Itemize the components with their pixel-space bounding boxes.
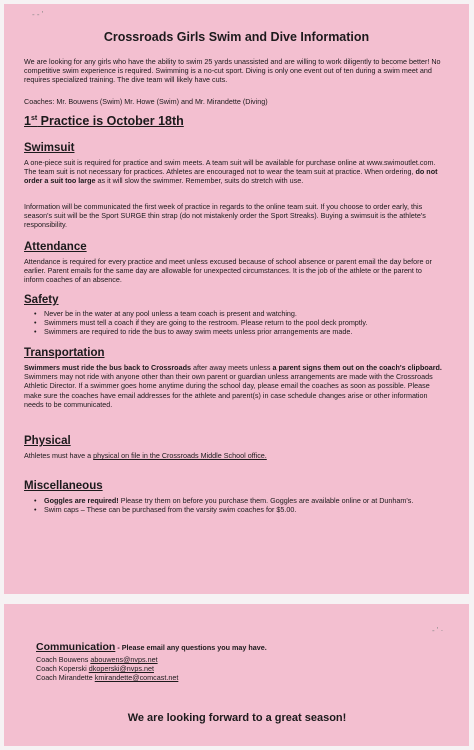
list-item: • Never be in the water at any pool unless a team coach is present and watching. [24, 309, 442, 318]
list-item: • Goggles are required! Please try them on before you purchase them. Goggles are available online or at Dunham's. [24, 496, 442, 505]
physical-heading: Physical [24, 435, 71, 447]
swimsuit-paragraph-1: A one-piece suit is required for practice and swim meets. A team suit will be available for purchase online at www.swimoutlet.com. The team suit is not necessary for practices. Athletes are encouraged not to wear the team suit at practice. When ordering, do not order a suit too large as it will slow the swimmer. Remember, suits do stretch with use. [24, 158, 438, 186]
miscellaneous-heading: Miscellaneous [24, 480, 103, 492]
flyer-page [4, 4, 469, 594]
miscellaneous-list [24, 496, 442, 514]
safety-list [24, 309, 442, 337]
email-link[interactable]: abouwens@nvps.net [90, 655, 158, 664]
flyer-title: Crossroads Girls Swim and Dive Information [103, 30, 370, 44]
safety-heading: Safety [24, 294, 59, 306]
email-link[interactable]: kmirandette@comcast.net [94, 673, 179, 682]
communication-header [36, 641, 267, 653]
communication-heading: Communication [36, 641, 116, 653]
list-item: • Swimmers must tell a coach if they are going to the restroom. Please return to the pool deck promptly. [24, 318, 442, 327]
coaches-line: Coaches: Mr. Bouwens (Swim) Mr. Howe (Swim) and Mr. Mirandette (Diving) [24, 97, 268, 106]
contact-line: Coach Bouwens abouwens@nvps.net [36, 655, 158, 664]
list-item: • Swimmers are required to ride the bus to away swim meets unless prior arrangements are made. [24, 327, 442, 336]
scan-speck: ‑ ‑ ' [32, 10, 44, 19]
list-item: • Swim caps – These can be purchased from the varsity swim coaches for $5.00. [24, 505, 442, 514]
attendance-paragraph: Attendance is required for every practice and meet unless excused because of school absence or parent email the day before or earlier. Parent emails for the same day are allowable for unexpected circumstances. It is the job of the athlete or the parent to inform coaches of an absence. [24, 257, 432, 285]
transportation-paragraph: Swimmers must ride the bus back to Crossroads after away meets unless a parent signs them out on the coach's clipboard. Swimmers may not ride with anyone other than their own parent or guardian unless arrangements are made with the Crossroads Athletic Director. If a swimmer goes home anytime during the school day, please email the coaches as soon as possible. Please make sure the coaches have email addresses for the athlete and parent(s) in case schedule changes arise or other information needs to be communicated. [24, 363, 442, 409]
contact-line: Coach Mirandette kmirandette@comcast.net [36, 673, 179, 682]
attendance-heading: Attendance [24, 241, 87, 253]
intro-paragraph: We are looking for any girls who have the ability to swim 25 yards unassisted and are willing to work diligently to become better! No competitive swim experience is required. Swimming is a no-cut sport. Diving is only one event out of ten during a swim meet and requires specialized training. The dive team will likely have cuts. [24, 57, 441, 85]
swimsuit-paragraph-2: Information will be communicated the first week of practice in regards to the online team suit. If you choose to order early, this season's suit will be the Sport SURGE thin strap (do not mistakenly order the Sport Streaks). Buying a swimsuit is the athlete's responsibility. [24, 202, 426, 230]
swimsuit-heading: Swimsuit [24, 142, 75, 154]
transportation-heading: Transportation [24, 347, 105, 359]
physical-paragraph: Athletes must have a physical on file in the Crossroads Middle School office. [24, 451, 267, 460]
closing-message: We are looking forward to a great season! [127, 712, 347, 724]
scan-speck: ‑ ' · [432, 626, 444, 635]
first-practice-heading: 1st Practice is October 18th [24, 114, 184, 128]
communication-subheading: - Please email any questions you may have. [115, 643, 267, 652]
contact-line: Coach Koperski dkoperski@nvps.net [36, 664, 154, 673]
email-link[interactable]: dkoperski@nvps.net [88, 664, 154, 673]
